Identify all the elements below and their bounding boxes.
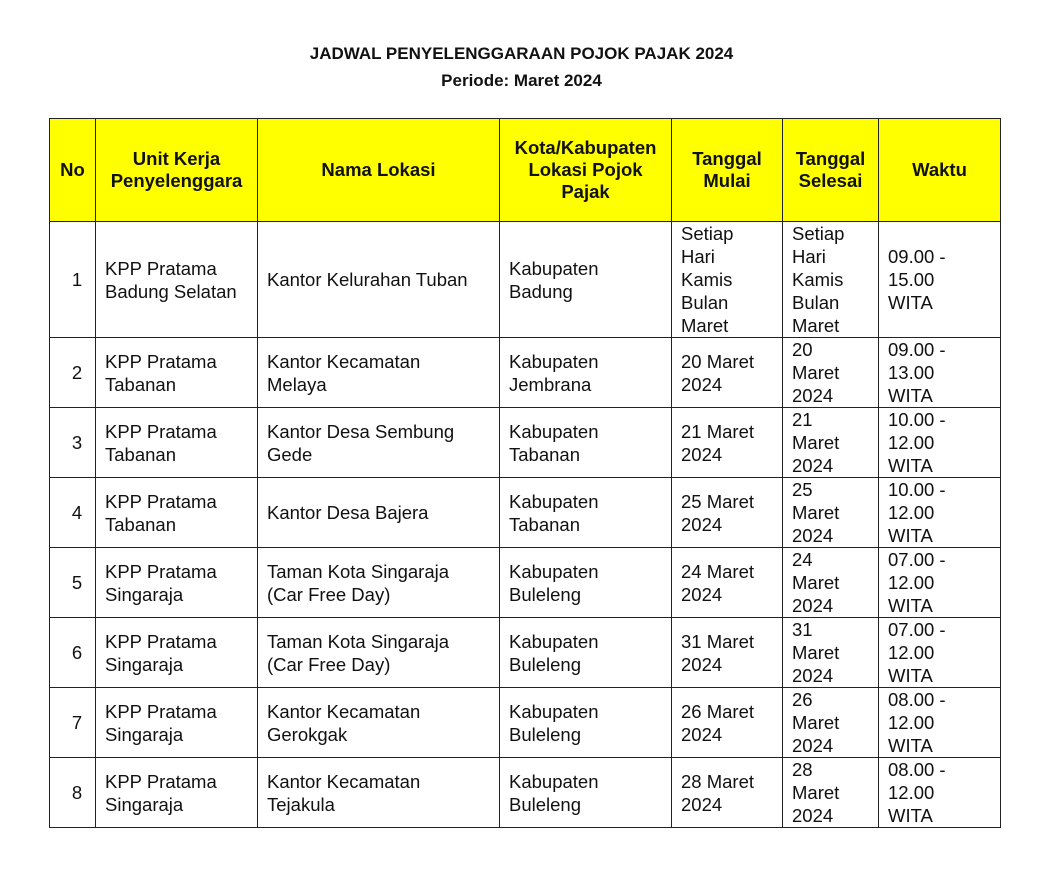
- document-header: [0, 40, 1043, 94]
- cell-location: Kantor Desa Bajera: [258, 478, 500, 548]
- cell-no: 4: [50, 478, 96, 548]
- cell-end-date: 31 Maret 2024: [783, 618, 879, 688]
- cell-time: 07.00 - 12.00 WITA: [879, 548, 1001, 618]
- cell-location: Kantor Kecamatan Tejakula: [258, 758, 500, 828]
- cell-unit: KPP Pratama Tabanan: [96, 408, 258, 478]
- cell-time: 09.00 - 15.00 WITA: [879, 222, 1001, 338]
- document-period: Periode: Maret 2024: [441, 71, 602, 90]
- table-row: [50, 688, 1001, 758]
- header-city: Kota/Kabupaten Lokasi Pojok Pajak: [500, 119, 672, 222]
- cell-city: Kabupaten Buleleng: [500, 758, 672, 828]
- cell-location: Kantor Kelurahan Tuban: [258, 222, 500, 338]
- cell-start-date: 21 Maret 2024: [672, 408, 783, 478]
- cell-city: Kabupaten Buleleng: [500, 618, 672, 688]
- cell-location: Taman Kota Singaraja (Car Free Day): [258, 548, 500, 618]
- cell-location: Kantor Kecamatan Melaya: [258, 338, 500, 408]
- cell-unit: KPP Pratama Singaraja: [96, 548, 258, 618]
- cell-city: Kabupaten Jembrana: [500, 338, 672, 408]
- cell-location: Kantor Kecamatan Gerokgak: [258, 688, 500, 758]
- cell-unit: KPP Pratama Singaraja: [96, 618, 258, 688]
- cell-no: 5: [50, 548, 96, 618]
- table-row: [50, 548, 1001, 618]
- cell-city: Kabupaten Buleleng: [500, 688, 672, 758]
- table-row: [50, 408, 1001, 478]
- table-row: [50, 222, 1001, 338]
- cell-start-date: 24 Maret 2024: [672, 548, 783, 618]
- header-start-date: Tanggal Mulai: [672, 119, 783, 222]
- cell-end-date: 24 Maret 2024: [783, 548, 879, 618]
- cell-end-date: 28 Maret 2024: [783, 758, 879, 828]
- cell-no: 7: [50, 688, 96, 758]
- header-no: No: [50, 119, 96, 222]
- cell-no: 3: [50, 408, 96, 478]
- cell-start-date: 28 Maret 2024: [672, 758, 783, 828]
- cell-start-date: 31 Maret 2024: [672, 618, 783, 688]
- header-row: [50, 119, 1001, 222]
- table-row: [50, 618, 1001, 688]
- cell-start-date: Setiap Hari Kamis Bulan Maret: [672, 222, 783, 338]
- cell-start-date: 25 Maret 2024: [672, 478, 783, 548]
- table-body: [50, 222, 1001, 828]
- header-time: Waktu: [879, 119, 1001, 222]
- cell-city: Kabupaten Badung: [500, 222, 672, 338]
- cell-no: 6: [50, 618, 96, 688]
- table-row: [50, 338, 1001, 408]
- cell-no: 1: [50, 222, 96, 338]
- cell-unit: KPP Pratama Tabanan: [96, 478, 258, 548]
- cell-end-date: 20 Maret 2024: [783, 338, 879, 408]
- cell-time: 10.00 - 12.00 WITA: [879, 478, 1001, 548]
- cell-unit: KPP Pratama Singaraja: [96, 688, 258, 758]
- header-unit: Unit Kerja Penyelenggara: [96, 119, 258, 222]
- cell-time: 09.00 - 13.00 WITA: [879, 338, 1001, 408]
- cell-no: 2: [50, 338, 96, 408]
- table-header: [50, 119, 1001, 222]
- cell-unit: KPP Pratama Tabanan: [96, 338, 258, 408]
- cell-city: Kabupaten Tabanan: [500, 478, 672, 548]
- cell-unit: KPP Pratama Badung Selatan: [96, 222, 258, 338]
- cell-time: 07.00 - 12.00 WITA: [879, 618, 1001, 688]
- cell-no: 8: [50, 758, 96, 828]
- cell-end-date: 26 Maret 2024: [783, 688, 879, 758]
- schedule-table: [49, 118, 1001, 828]
- cell-location: Taman Kota Singaraja (Car Free Day): [258, 618, 500, 688]
- cell-start-date: 20 Maret 2024: [672, 338, 783, 408]
- cell-location: Kantor Desa Sembung Gede: [258, 408, 500, 478]
- cell-start-date: 26 Maret 2024: [672, 688, 783, 758]
- cell-city: Kabupaten Buleleng: [500, 548, 672, 618]
- table-row: [50, 478, 1001, 548]
- cell-unit: KPP Pratama Singaraja: [96, 758, 258, 828]
- cell-end-date: Setiap Hari Kamis Bulan Maret: [783, 222, 879, 338]
- document-title: JADWAL PENYELENGGARAAN POJOK PAJAK 2024: [309, 44, 734, 63]
- cell-time: 10.00 - 12.00 WITA: [879, 408, 1001, 478]
- table-row: [50, 758, 1001, 828]
- cell-end-date: 25 Maret 2024: [783, 478, 879, 548]
- cell-time: 08.00 - 12.00 WITA: [879, 758, 1001, 828]
- cell-time: 08.00 - 12.00 WITA: [879, 688, 1001, 758]
- cell-end-date: 21 Maret 2024: [783, 408, 879, 478]
- header-end-date: Tanggal Selesai: [783, 119, 879, 222]
- header-location: Nama Lokasi: [258, 119, 500, 222]
- cell-city: Kabupaten Tabanan: [500, 408, 672, 478]
